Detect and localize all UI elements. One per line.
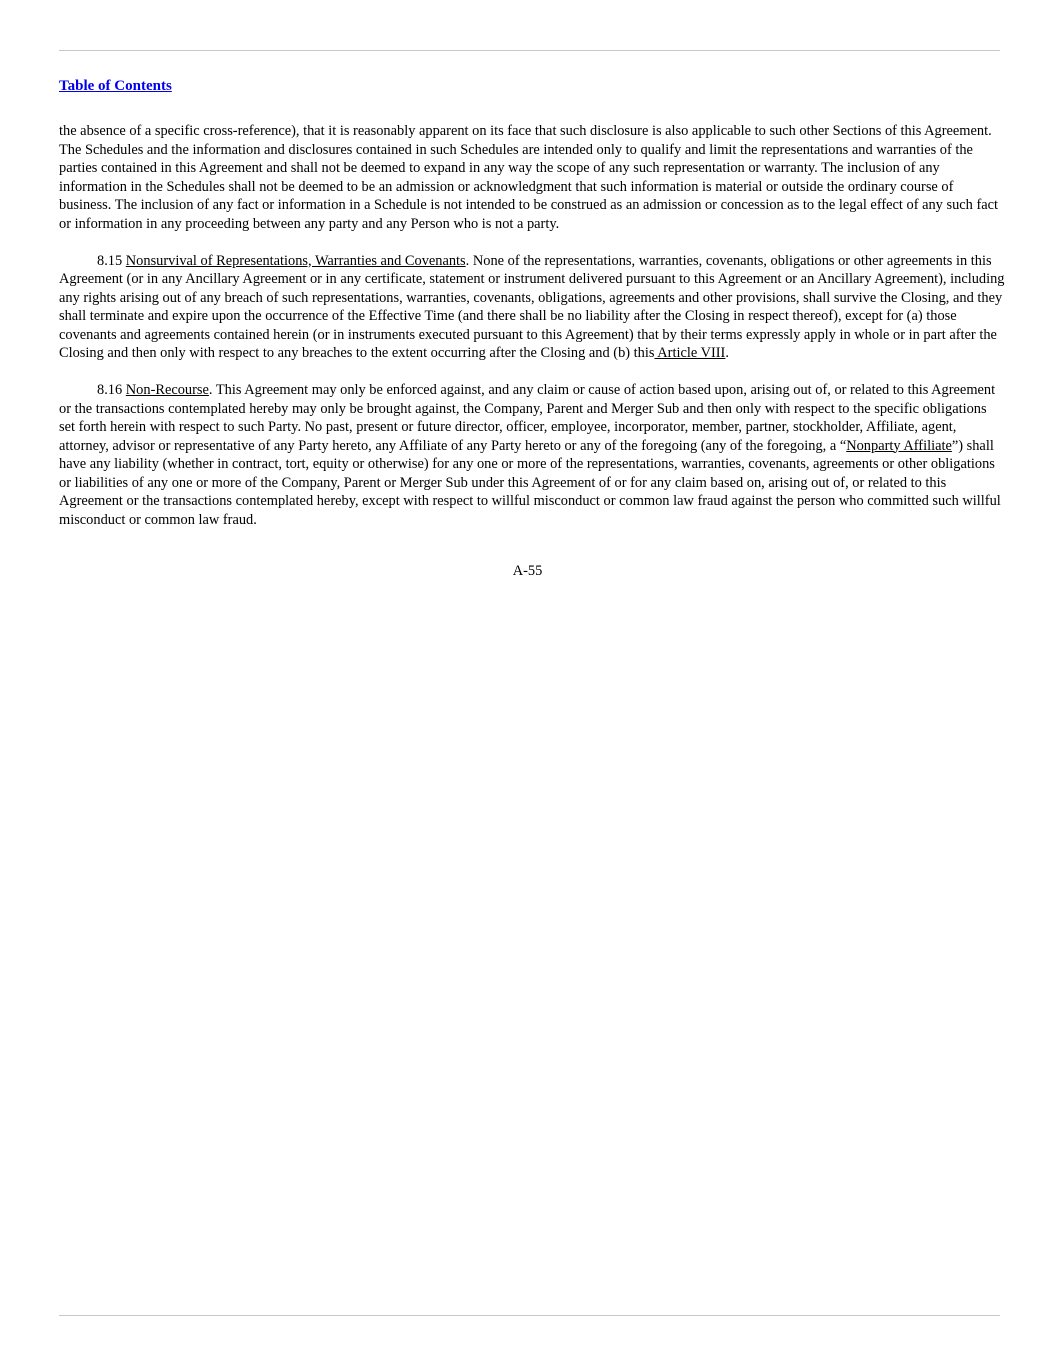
section-8-16-title: Non-Recourse <box>125 382 209 398</box>
nonparty-affiliate-term: Nonparty Affiliate <box>846 437 952 454</box>
top-divider <box>59 50 1000 51</box>
table-of-contents-link[interactable]: Table of Contents <box>59 78 172 94</box>
section-8-15-title: Nonsurvival of Representations, Warranties and Covenants <box>125 252 466 269</box>
document-body <box>59 122 1005 548</box>
section-8-15-body: . None of the representations, warranties, covenants, obligations or other agreements in this Agreement (or in any Ancillary Agreement or in any certificate, statement or instrument delivered pursuant to this Agreement or an Ancillary Agreement), including any rights arising out of any breach of such representations, warranties, covenants, obligations, agreements and other provisions, shall survive the Closing, and they shall terminate and expire upon the occurrence of the Effective Time (and there shall be no liability after the Closing in respect thereof), except for (a) those covenants and agreements contained herein (or in instruments executed pursuant to this Agreement) that by their terms expressly apply in whole or in part after the Closing and then only with respect to any breaches to the extent occurring after the Closing and (b) this <box>59 252 1005 361</box>
page-number: A-55 <box>512 563 543 579</box>
section-8-16-number: 8.16 <box>97 382 126 398</box>
section-8-16-paragraph <box>59 381 1005 529</box>
article-viii-reference: Article VIII <box>654 345 726 361</box>
section-8-16-body-2: ”) shall have any liability (whether in contract, tort, equity or otherwise) for any one or more of the representations, warranties, covenants, agreements or other obligations or liabilities of any one or more of the Company, Parent or Merger Sub under this Agreement of or for any claim based on, arising out of, or related to this Agreement or the transactions contemplated hereby, except with respect to willful misconduct or common law fraud against the person who committed such willful misconduct or common law fraud. <box>59 437 1001 528</box>
section-8-15-number: 8.15 <box>97 252 126 269</box>
section-8-16-body-1: . This Agreement may only be enforced against, and any claim or cause of action based upon, arising out of, or related to this Agreement or the transactions contemplated hereby may only be brought against, the Company, Parent and Merger Sub and then only with respect to the specific obligations set forth herein with respect to such Party. No past, present or future director, officer, employee, incorporator, member, partner, stockholder, Affiliate, agent, attorney, advisor or representative of any Party hereto, any Affiliate of any Party hereto or any of the foregoing (any of the foregoing, a “ <box>59 382 996 454</box>
continuation-paragraph: the absence of a specific cross-reference), that it is reasonably apparent on its face that such disclosure is also applicable to such other Sections of this Agreement. The Schedules and the information and disclosures contained in such Schedules are intended only to qualify and limit the representations and warranties of the parties contained in this Agreement and shall not be deemed to expand in any way the scope of any such representation or warranty. The inclusion of any information in the Schedules shall not be deemed to be an admission or acknowledgment that such information is material or outside the ordinary course of business. The inclusion of any fact or information in a Schedule is not intended to be construed as an admission or concession as to the legal effect of any such fact or information in any proceeding between any party and any Person who is not a party. <box>59 123 999 232</box>
section-8-15-paragraph <box>59 252 1005 363</box>
bottom-divider <box>59 1315 1000 1316</box>
section-8-15-end: . <box>725 345 729 361</box>
